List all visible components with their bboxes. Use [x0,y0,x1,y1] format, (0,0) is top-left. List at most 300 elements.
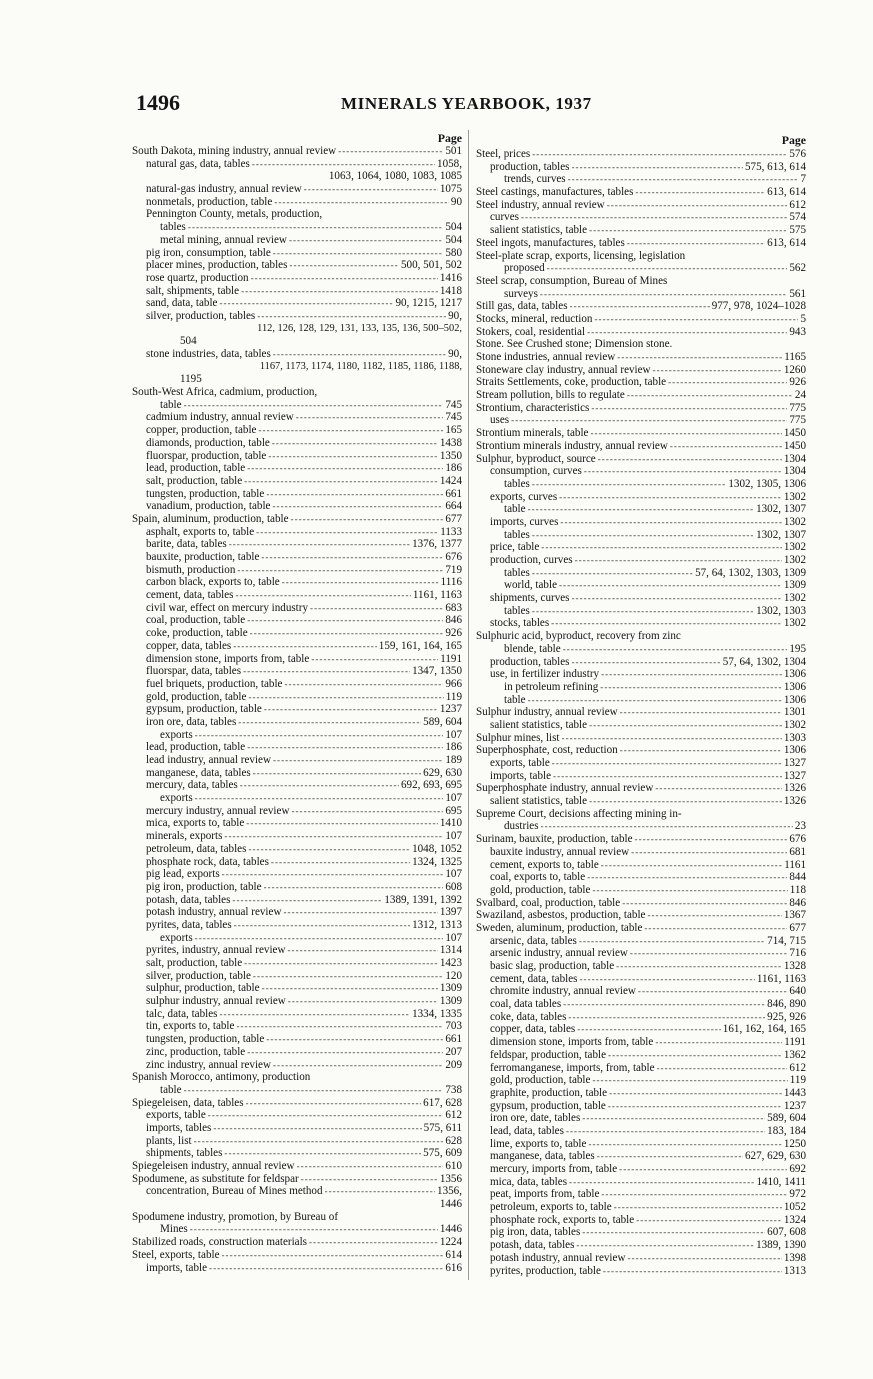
entry-text: barite, data, tables [146,538,227,551]
index-subentry [474,859,806,872]
page-reference: 1302 [783,592,806,605]
dot-leader [541,820,793,833]
page-reference: 1314 [439,944,462,957]
dot-leader [653,364,782,377]
entry-text: sulphur, production, table [146,982,260,995]
entry-text: Steel, exports, table [132,1248,220,1261]
entry-text: tables [504,528,530,541]
dot-leader [247,614,443,627]
dot-leader [229,538,410,551]
page-reference: 501 [445,145,462,157]
dot-leader [528,694,782,707]
dot-leader [532,567,693,580]
entry-text: arsenic, data, tables [490,934,577,947]
dot-leader [272,500,443,513]
page-reference: 1191 [440,652,462,665]
entry-text: chromite industry, annual review [490,985,636,998]
entry-text: Steel industry, annual review [476,198,605,211]
index-subentry [130,932,462,945]
page-reference: 775 [789,401,806,414]
page-reference: 562 [789,262,806,275]
index-subentry [474,173,806,186]
index-subentry [474,1125,806,1138]
page-reference: 716 [789,947,806,960]
entry-text: pig lead, exports [146,868,220,881]
dot-leader [569,1176,754,1189]
entry-text: proposed [504,262,545,275]
page-reference: 627, 629, 630 [744,1150,806,1163]
dot-leader [222,1249,444,1262]
index-entry-pages-continued: 1167, 1173, 1174, 1180, 1182, 1185, 1186, 1188, [259,360,462,372]
dot-leader [551,617,782,630]
page-reference: 844 [789,871,806,884]
index-entry-pages-continued: 1063, 1064, 1080, 1083, 1085 [328,170,462,183]
entry-text: exports, table [490,757,550,769]
dot-leader [572,656,721,669]
index-subentry [474,1049,806,1062]
entry-text: bauxite industry, annual review [490,845,630,858]
dot-leader [608,1100,782,1113]
index-subentry [474,1023,806,1036]
page-reference: 107 [445,931,462,944]
dot-leader [532,529,754,542]
page-reference: 714, 715 [767,934,806,947]
entry-text: Surinam, bauxite, production, table [476,833,633,846]
entry-text: arsenic industry, annual review [490,947,628,960]
index-subentry [474,846,806,859]
dot-leader [184,1084,444,1097]
index-subentry [474,579,806,592]
index-subentry [474,681,806,694]
entry-text: mercury, data, tables [146,779,238,792]
page-reference: 612 [445,1109,462,1122]
page-reference: 846 [789,896,806,909]
entry-text: Stocks, mineral, reduction [476,312,593,325]
index-entry [474,186,806,199]
page-reference: 1306 [783,693,806,706]
page-reference: 1389, 1391, 1392 [384,893,462,906]
page-reference: 1410, 1411 [756,1175,806,1188]
page-reference: 745 [445,398,462,411]
page-reference: 575, 609 [423,1147,462,1160]
dot-leader [195,792,444,805]
page-reference: 90, [448,348,462,360]
dot-leader [252,158,435,171]
dot-leader [657,1062,788,1075]
running-header [128,90,808,120]
entry-text: concentration, Bureau of Mines method [146,1185,323,1198]
dot-leader [587,326,787,339]
page-reference: 1443 [783,1086,806,1099]
page-reference: 1075 [439,183,462,196]
entry-text: plants, list [146,1134,192,1147]
index-entry [474,440,806,453]
dot-leader [635,833,788,846]
dot-leader [310,602,443,615]
entry-text: exports [160,792,193,805]
page-reference: 1302, 1307 [756,528,806,541]
index-subentry [130,1046,462,1059]
dot-leader [594,313,798,326]
entry-text: phosphate rock, data, tables [146,855,269,868]
entry-text: Spiegeleisen industry, annual review [132,1160,295,1172]
page-reference: 107 [445,728,462,741]
dot-leader [532,148,787,161]
page-reference: 683 [445,601,462,614]
index-entry [474,250,806,263]
index-entry [474,732,806,745]
entry-text: gold, production, table [146,690,247,703]
page-reference: 1450 [783,427,806,440]
entry-text: imports, table [490,769,552,782]
entry-text: fuel briquets, production, table [146,677,283,690]
index-subentry [474,465,806,478]
page-reference: 186 [445,462,462,475]
page-reference: 1302 [783,617,806,630]
entry-text: pyrites, data, tables [146,918,232,931]
dot-leader [553,770,782,783]
index-subentry [130,488,462,501]
page-reference: 1416 [439,271,462,284]
dot-leader [572,161,743,174]
entry-text: fluorspar, data, tables [146,665,242,678]
page-column-heading: Page [437,131,462,145]
page-reference: 613, 614 [767,186,806,199]
entry-text: consumption, curves [490,465,582,478]
page-reference: 186 [445,741,462,754]
entry-text: salt, production, table [146,957,243,969]
page-reference: 1327 [783,769,806,782]
index-subentry [474,820,806,833]
index-subentry [130,843,462,856]
index-subentry [130,335,462,348]
entry-text: exports, table [146,1109,206,1122]
index-subentry [130,1020,462,1033]
index-column-right [474,132,806,1277]
page-reference: 1250 [783,1137,806,1150]
entry-text: 504 [180,335,197,348]
page-reference: 664 [445,500,462,513]
entry-text: talc, data, tables [146,1007,218,1020]
index-subentry [130,196,462,209]
index-subentry [474,1226,806,1239]
entry-text: Sulphuric acid, byproduct, recovery from zinc [476,630,681,643]
index-subentry [474,1214,806,1227]
index-subentry [130,640,462,653]
page-reference: 1324 [783,1213,806,1226]
page-reference: 629, 630 [423,766,462,779]
page-reference: 1161, 1163 [412,589,462,602]
dot-leader [598,453,782,466]
index-subentry [130,564,462,577]
dot-leader [617,351,782,364]
index-entry [130,1173,462,1186]
index-entry [474,427,806,440]
entry-text: feldspar, production, table [490,1048,607,1061]
index-subentry [474,554,806,567]
page-reference: 1116 [440,576,462,589]
index-subentry [130,602,462,615]
dot-leader [244,957,438,970]
dot-leader [195,729,444,742]
index-subentry [130,475,462,488]
entry-text: bismuth, production [146,563,236,576]
page-reference: 676 [445,551,462,563]
entry-text: Supreme Court, decisions affecting mining in- [476,807,682,820]
index-column-left [130,132,462,1274]
index-subentry [474,973,806,986]
index-subentry [130,1262,462,1275]
entry-text: tin, exports to, table [146,1020,235,1033]
dot-leader [288,995,438,1008]
index-subentry [474,719,806,732]
entry-text: imports, table [146,1261,208,1274]
entry-text: Stream pollution, bills to regulate [476,389,625,402]
entry-text: gypsum, production, table [490,1099,606,1112]
page-reference: 57, 64, 1302, 1303, 1309 [695,566,806,579]
entry-text: peat, imports from, table [490,1188,600,1201]
page-reference: 1328 [783,960,806,972]
index-subentry [474,668,806,681]
dot-leader [655,1036,782,1049]
page-reference: 1397 [439,906,462,919]
dot-leader [248,691,443,704]
index-entry-pages-continued: 112, 126, 128, 129, 131, 133, 135, 136, 500–502, [257,322,462,334]
entry-text: Stokers, coal, residential [476,325,586,338]
index-entry [474,897,806,910]
dot-leader [224,830,443,843]
entry-text: table [160,398,182,411]
index-subentry [130,944,462,957]
index-subentry [474,1188,806,1201]
index-subentry [474,795,806,808]
index-entry [474,199,806,212]
entry-text: salt, production, table [146,474,243,487]
dot-leader [620,706,782,719]
entry-text: salient statistics, table [490,718,588,731]
index-subentry [474,529,806,542]
page-reference: 1302, 1305, 1306 [728,477,806,490]
index-entry [474,706,806,719]
page-reference: 195 [789,642,806,655]
entry-text: Sulphur industry, annual review [476,706,618,719]
dot-leader [655,782,781,795]
page-reference: 661 [445,487,462,500]
dot-leader [584,465,782,478]
dot-leader [614,1201,782,1214]
page-reference: 7 [800,173,806,186]
page-reference: 661 [445,1033,462,1046]
index-subentry [474,516,806,529]
page-reference: 165 [445,424,462,437]
dot-leader [566,1125,765,1138]
page-reference: 745 [445,411,462,424]
dot-leader [563,643,788,656]
index-subentry [130,881,462,894]
page-reference: 926 [445,627,462,640]
index-entry [474,313,806,326]
dot-leader [575,554,782,567]
index-subentry [130,868,462,881]
index-entry [474,300,806,313]
index-subentry [474,541,806,554]
dot-leader [266,1033,443,1046]
index-subentry [474,770,806,783]
page-reference: 640 [789,985,806,998]
index-subentry [130,348,462,361]
entry-text: Pennington County, metals, production, [146,208,323,221]
entry-text: tables [504,566,530,579]
index-subentry [130,399,462,412]
index-subentry [130,767,462,780]
index-subentry [130,373,462,386]
page-reference: 677 [445,512,462,525]
page-reference: 1389, 1390 [756,1239,806,1252]
page-reference: 207 [445,1045,462,1058]
page-reference: 575 [789,224,806,237]
entry-text: Mines [160,1223,188,1236]
index-subentry [130,234,462,247]
dot-leader [616,960,782,973]
index-subentry [130,1033,462,1046]
dot-leader [240,779,399,792]
index-subentry [474,1150,806,1163]
index-entry-pages-continued: 1446 [439,1198,462,1211]
entry-text: Stoneware clay industry, annual review [476,363,651,376]
page-reference: 926 [789,376,806,389]
index-subentry [130,970,462,983]
entry-text: Still gas, data, tables [476,300,568,313]
dot-leader [188,221,443,234]
page-reference: 1398 [783,1251,806,1264]
entry-text: pyrites, production, table [490,1264,601,1277]
dot-leader [570,300,710,313]
entry-text: coal, data tables [490,998,562,1011]
dot-leader [582,1226,765,1239]
entry-text: curves [490,211,519,224]
dot-leader [209,1262,443,1275]
page-reference: 1334, 1335 [412,1007,462,1020]
entry-text: stocks, tables [490,617,550,630]
dot-leader [283,906,437,919]
index-subentry [474,414,806,427]
dot-leader [562,732,782,745]
index-entry [474,376,806,389]
entry-text: cement, data, tables [490,972,578,985]
index-subentry [130,1185,462,1198]
dot-leader [195,932,444,945]
dot-leader [261,551,443,564]
dot-leader [670,440,782,453]
page-reference: 183, 184 [767,1124,806,1137]
dot-leader [282,576,439,589]
dot-leader [247,1046,443,1059]
page-reference: 846 [445,614,462,627]
index-subentry [474,567,806,580]
page-reference: 1306 [783,680,806,693]
dot-leader [668,376,787,389]
entry-text: Superphosphate, cost, reduction [476,744,618,757]
entry-text: zinc industry, annual review [146,1058,271,1071]
index-subentry [130,158,462,171]
page-reference: 1165 [784,351,806,363]
index-subentry [130,817,462,830]
index-subentry [474,1265,806,1278]
entry-text: salient statistics, table [490,795,588,808]
page-reference: 107 [445,792,462,805]
entry-text: mercury, imports from, table [490,1163,618,1175]
dot-leader [627,389,793,402]
dot-leader [273,754,443,767]
index-subentry [130,691,462,704]
dot-leader [601,859,782,872]
page-reference: 1309 [439,982,462,995]
page-reference: 1058, [437,157,462,170]
index-subentry [474,1252,806,1265]
page-reference: 977, 978, 1024–1028 [711,300,806,313]
entry-text: lead industry, annual review [146,754,271,766]
dot-leader [271,856,410,869]
entry-text: cement, data, tables [146,589,234,602]
column-divider [468,130,469,1280]
entry-text: graphite, production, table [490,1086,608,1099]
page-reference: 676 [789,833,806,846]
entry-text: diamonds, production, table [146,436,270,449]
dot-leader [582,1112,765,1125]
entry-text: vanadium, production, table [146,500,271,513]
index-entry [474,364,806,377]
entry-text: coke, data, tables [490,1010,567,1023]
index-subentry [130,247,462,260]
entry-text: South-West Africa, cadmium, production, [132,386,318,399]
entry-text: mica, exports to, table [146,817,245,830]
entry-text: petroleum, exports to, table [490,1201,612,1214]
entry-text: civil war, effect on mercury industry [146,601,309,614]
index-subentry [130,703,462,716]
entry-text: exports [160,931,193,944]
page-reference: 1191 [784,1036,806,1049]
index-subentry [474,871,806,884]
index-subentry [474,1074,806,1087]
page-reference: 589, 604 [423,715,462,728]
index-entry [130,1211,462,1224]
page-reference: 1450 [783,439,806,452]
entry-text: Spanish Morocco, antimony, production [132,1071,311,1084]
page-reference: 561 [789,287,806,300]
entry-text: tungsten, production, table [146,1033,265,1046]
index-subentry [130,411,462,424]
index-subentry [130,450,462,463]
page-reference: 1367 [783,909,806,922]
index-subentry [130,1147,462,1160]
page-reference: 925, 926 [767,1010,806,1023]
dot-leader [268,450,437,463]
page-reference: 57, 64, 1302, 1304 [722,655,806,668]
entry-text: copper, production, table [146,424,257,437]
index-subentry [130,919,462,932]
page-reference: 1356, [437,1185,462,1198]
index-subentry [474,1138,806,1151]
index-subentry [130,589,462,602]
page-reference: 972 [789,1188,806,1201]
dot-leader [184,399,444,412]
index-subentry [130,208,462,221]
index-subentry [130,272,462,285]
page-reference: 608 [445,880,462,893]
dot-leader [273,348,446,361]
page-reference: 607, 608 [767,1226,806,1239]
dot-leader [590,427,781,440]
